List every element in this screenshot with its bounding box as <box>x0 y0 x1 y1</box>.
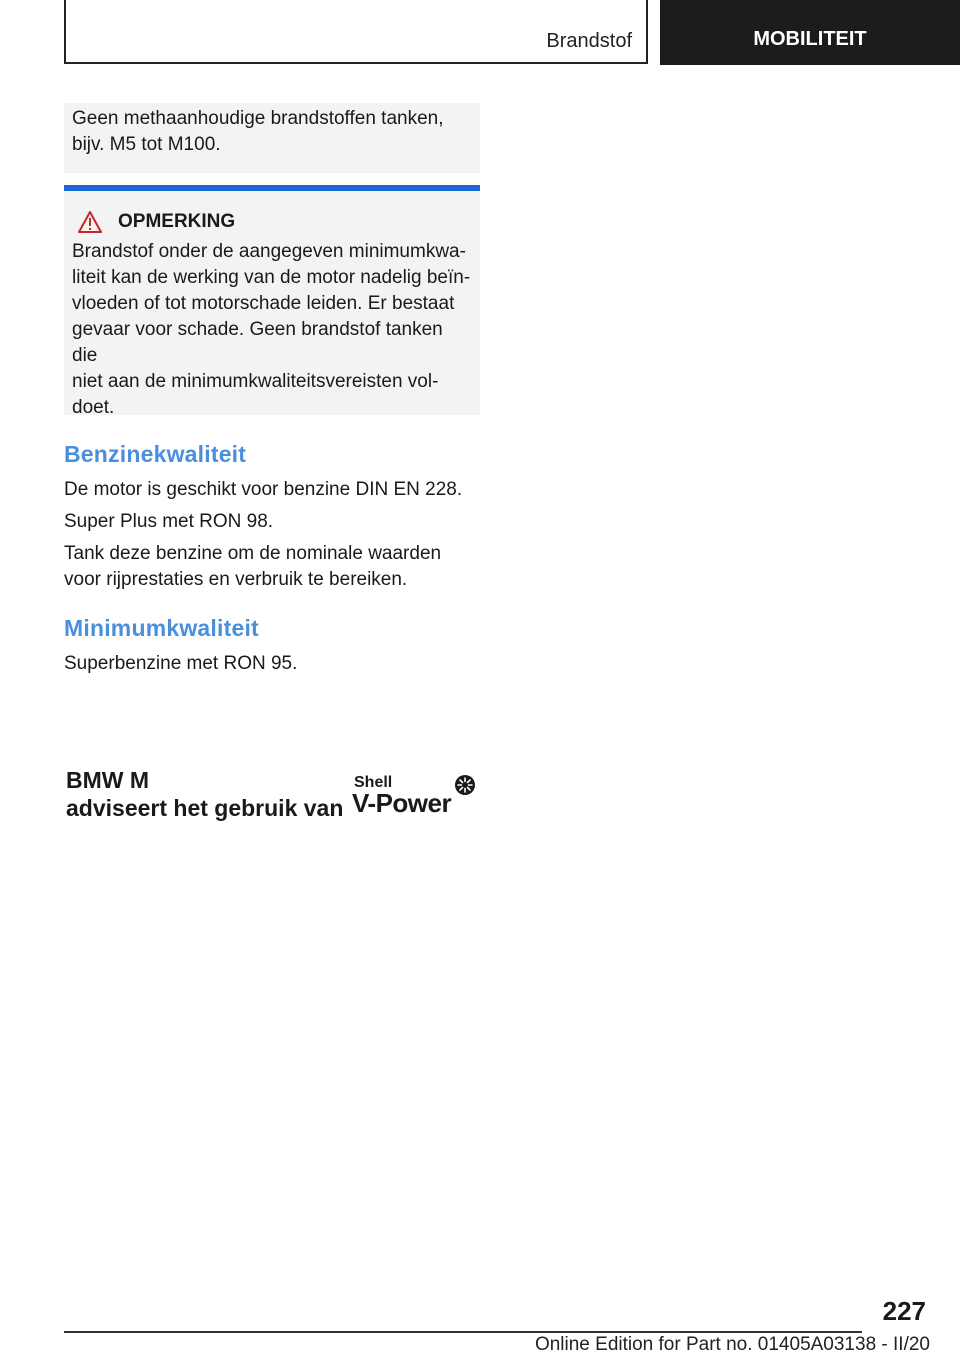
section-heading-minimumkwaliteit: Minimumkwaliteit <box>64 615 259 641</box>
shell-vpower-ad <box>66 766 480 826</box>
footer-edition: Online Edition for Part no. 01405A03138 - II/20 <box>534 1334 930 1355</box>
section-heading-benzinekwaliteit: Benzinekwaliteit <box>64 441 247 467</box>
notice-line: doet. <box>72 397 115 418</box>
vpower-wordmark: V-Power <box>352 788 452 818</box>
notice-line: Brandstof onder de aangegeven minimumkwa- <box>72 241 466 262</box>
ad-line-recommend: adviseert het gebruik van <box>66 795 344 821</box>
notice-line: gevaar voor schade. Geen brandstof tanken die <box>72 319 443 366</box>
header-box <box>64 0 648 64</box>
page-number: 227 <box>882 1296 926 1326</box>
header-section-title: Brandstof <box>546 30 632 52</box>
paragraph: Tank deze benzine om de nominale waarden <box>64 543 442 564</box>
notice-line: niet aan de minimumkwaliteitsvereisten vol- <box>72 371 439 392</box>
warning-triangle-icon <box>78 211 102 233</box>
info-box <box>64 103 480 173</box>
notice-box <box>64 185 480 418</box>
header-chapter-tab: MOBILITEIT <box>660 0 960 65</box>
paragraph: Superbenzine met RON 95. <box>64 653 298 674</box>
notice-line: vloeden of tot motorschade leiden. Er bestaat <box>72 293 455 314</box>
info-box-line: bijv. M5 tot M100. <box>72 134 221 155</box>
footer-divider <box>64 1331 862 1333</box>
info-box-line: Geen methaanhoudige brandstoffen tanken, <box>72 108 444 129</box>
paragraph: voor rijprestaties en verbruik te bereiken. <box>64 569 408 590</box>
ad-line-brand: BMW M <box>66 767 150 793</box>
ad-text <box>66 766 343 822</box>
shell-wordmark: Shell <box>354 774 393 791</box>
shell-emblem-icon <box>454 774 476 796</box>
notice-header <box>72 209 472 235</box>
paragraph: De motor is geschikt voor benzine DIN EN 228. <box>64 479 463 500</box>
notice-line: liteit kan de werking van de motor nadelig beïn- <box>72 267 471 288</box>
notice-title: OPMERKING <box>118 211 236 232</box>
paragraph: Super Plus met RON 98. <box>64 511 274 532</box>
